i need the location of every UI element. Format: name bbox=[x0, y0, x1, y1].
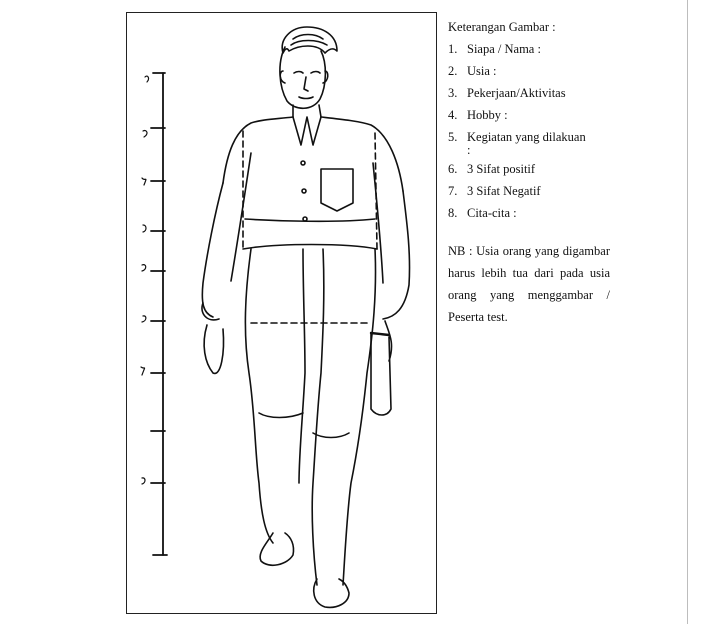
shoes bbox=[260, 533, 349, 607]
legend-item: 4. Hobby : bbox=[448, 108, 508, 122]
legend-item-continuation: : bbox=[467, 143, 471, 157]
person-drawing bbox=[127, 13, 436, 613]
height-scale bbox=[141, 73, 167, 555]
shirt bbox=[223, 117, 403, 249]
legend-item: 6. 3 Sifat positif bbox=[448, 162, 536, 176]
trousers bbox=[245, 249, 375, 585]
legend-item: 3. Pekerjaan/Aktivitas bbox=[448, 86, 566, 100]
legend-item: 1. Siapa / Nama : bbox=[448, 42, 541, 56]
legend-item: 2. Usia : bbox=[448, 64, 497, 78]
legend-item: 7. 3 Sifat Negatif bbox=[448, 184, 541, 198]
legend-item: 5. Kegiatan yang dilakuan bbox=[448, 130, 586, 144]
head bbox=[280, 27, 337, 117]
page-edge bbox=[687, 0, 688, 624]
top-cut-text-fragment bbox=[210, 0, 390, 4]
legend-panel bbox=[448, 16, 610, 341]
figure-frame bbox=[126, 12, 437, 614]
note-text: NB : Usia orang yang digambar harus lebih tua dari pada usia orang yang menggambar / Peserta test. bbox=[448, 244, 610, 324]
legend-list bbox=[448, 38, 610, 224]
legend-item: 8. Cita-cita : bbox=[448, 206, 517, 220]
legend-title: Keterangan Gambar : bbox=[448, 20, 556, 34]
